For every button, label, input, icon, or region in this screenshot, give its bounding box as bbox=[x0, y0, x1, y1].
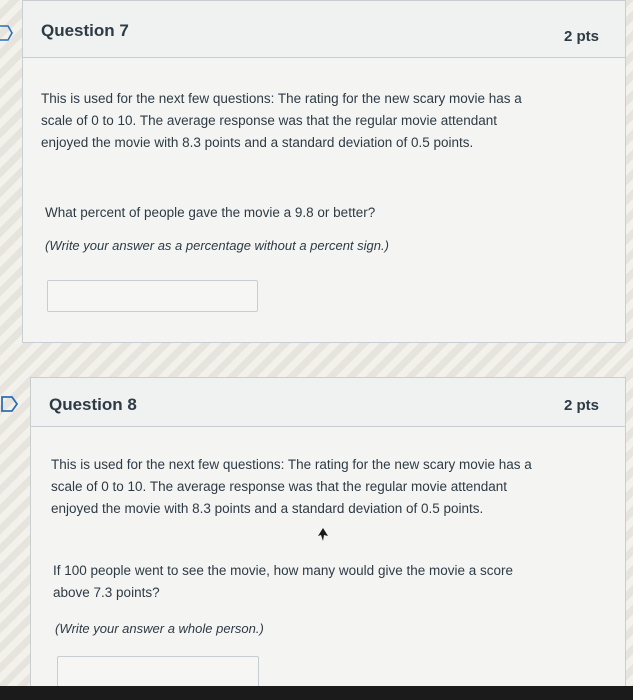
question-8-title: Question 8 bbox=[49, 395, 137, 414]
question-8-body-line-2: scale of 0 to 10. The average response was that the regular movie attendant bbox=[51, 479, 508, 494]
question-7-title: Question 7 bbox=[41, 21, 129, 40]
question-7-body-line-1: This is used for the next few questions: The rating for the new scary movie has a bbox=[41, 91, 522, 106]
question-7-note: (Write your answer as a percentage without a percent sign.) bbox=[45, 238, 389, 253]
question-7-prompt: What percent of people gave the movie a 9.8 or better? bbox=[45, 205, 376, 220]
bookmark-flag-icon[interactable] bbox=[0, 395, 22, 413]
question-8-header bbox=[31, 378, 625, 427]
question-8-prompt bbox=[53, 560, 513, 604]
screen-bottom-edge bbox=[0, 686, 633, 700]
question-8-prompt-line-2: above 7.3 points? bbox=[53, 585, 160, 600]
question-8-body bbox=[51, 454, 532, 520]
question-8-note: (Write your answer a whole person.) bbox=[55, 621, 264, 636]
bookmark-flag-icon[interactable] bbox=[0, 24, 14, 42]
question-7-body bbox=[41, 88, 522, 154]
question-7-body-line-2: scale of 0 to 10. The average response was that the regular movie attendant bbox=[41, 113, 498, 128]
question-7-answer-input[interactable] bbox=[47, 280, 258, 312]
question-7-body-line-3: enjoyed the movie with 8.3 points and a standard deviation of 0.5 points. bbox=[41, 135, 474, 150]
question-8-points: 2 pts bbox=[563, 397, 599, 414]
mouse-pointer-icon bbox=[318, 528, 330, 542]
question-7-card bbox=[22, 0, 626, 343]
question-8-body-line-1: This is used for the next few questions: The rating for the new scary movie has a bbox=[51, 457, 532, 472]
question-8-prompt-line-1: If 100 people went to see the movie, how many would give the movie a score bbox=[53, 563, 514, 578]
question-8-answer-input[interactable] bbox=[57, 656, 259, 688]
question-7-header bbox=[23, 1, 625, 58]
question-7-points: 2 pts bbox=[563, 28, 599, 45]
question-8-body-line-3: enjoyed the movie with 8.3 points and a standard deviation of 0.5 points. bbox=[51, 501, 484, 516]
